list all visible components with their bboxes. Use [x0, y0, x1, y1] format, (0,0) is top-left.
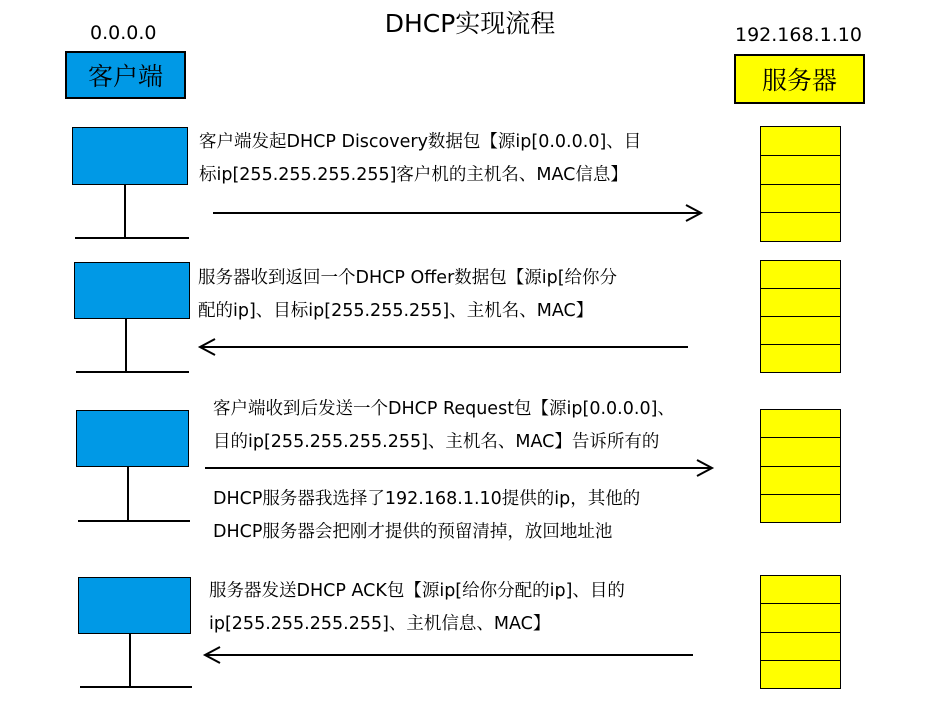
step-3-extra-line-2: DHCP服务器会把刚才提供的预留清掉，放回地址池: [213, 522, 613, 542]
client-label: 客户端: [87, 62, 163, 91]
step-4-line-2: ip[255.255.255.255]、主机信息、MAC】: [209, 614, 551, 634]
step-3-line-1: 客户端收到后发送一个DHCP Request包【源ip[0.0.0.0]、: [213, 399, 675, 419]
step-3-extra-line-1: DHCP服务器我选择了192.168.1.10提供的ip，其他的: [213, 489, 641, 509]
step-3-arrow-right: [205, 460, 712, 476]
step-1-arrow-right: [213, 205, 701, 221]
server-label: 服务器: [761, 66, 837, 95]
step-4-line-1: 服务器发送DHCP ACK包【源ip[给你分配的ip]、目的: [209, 581, 625, 601]
diagram-title: DHCP实现流程: [384, 9, 556, 38]
step-4-arrow-left: [205, 647, 693, 663]
step-3-line-2: 目的ip[255.255.255.255]、主机名、MAC】告诉所有的: [213, 432, 660, 452]
step-1-line-2: 标ip[255.255.255.255]客户机的主机名、MAC信息】: [199, 165, 628, 185]
step-2-line-1: 服务器收到返回一个DHCP Offer数据包【源ip[给你分: [198, 268, 618, 288]
server-ip: 192.168.1.10: [735, 24, 862, 46]
step-2-line-2: 配的ip]、目标ip[255.255.255]、主机名、MAC】: [198, 301, 594, 321]
client-ip: 0.0.0.0: [90, 22, 157, 44]
step-2-arrow-left: [200, 339, 688, 355]
step-1-line-1: 客户端发起DHCP Discovery数据包【源ip[0.0.0.0]、目: [199, 132, 642, 152]
